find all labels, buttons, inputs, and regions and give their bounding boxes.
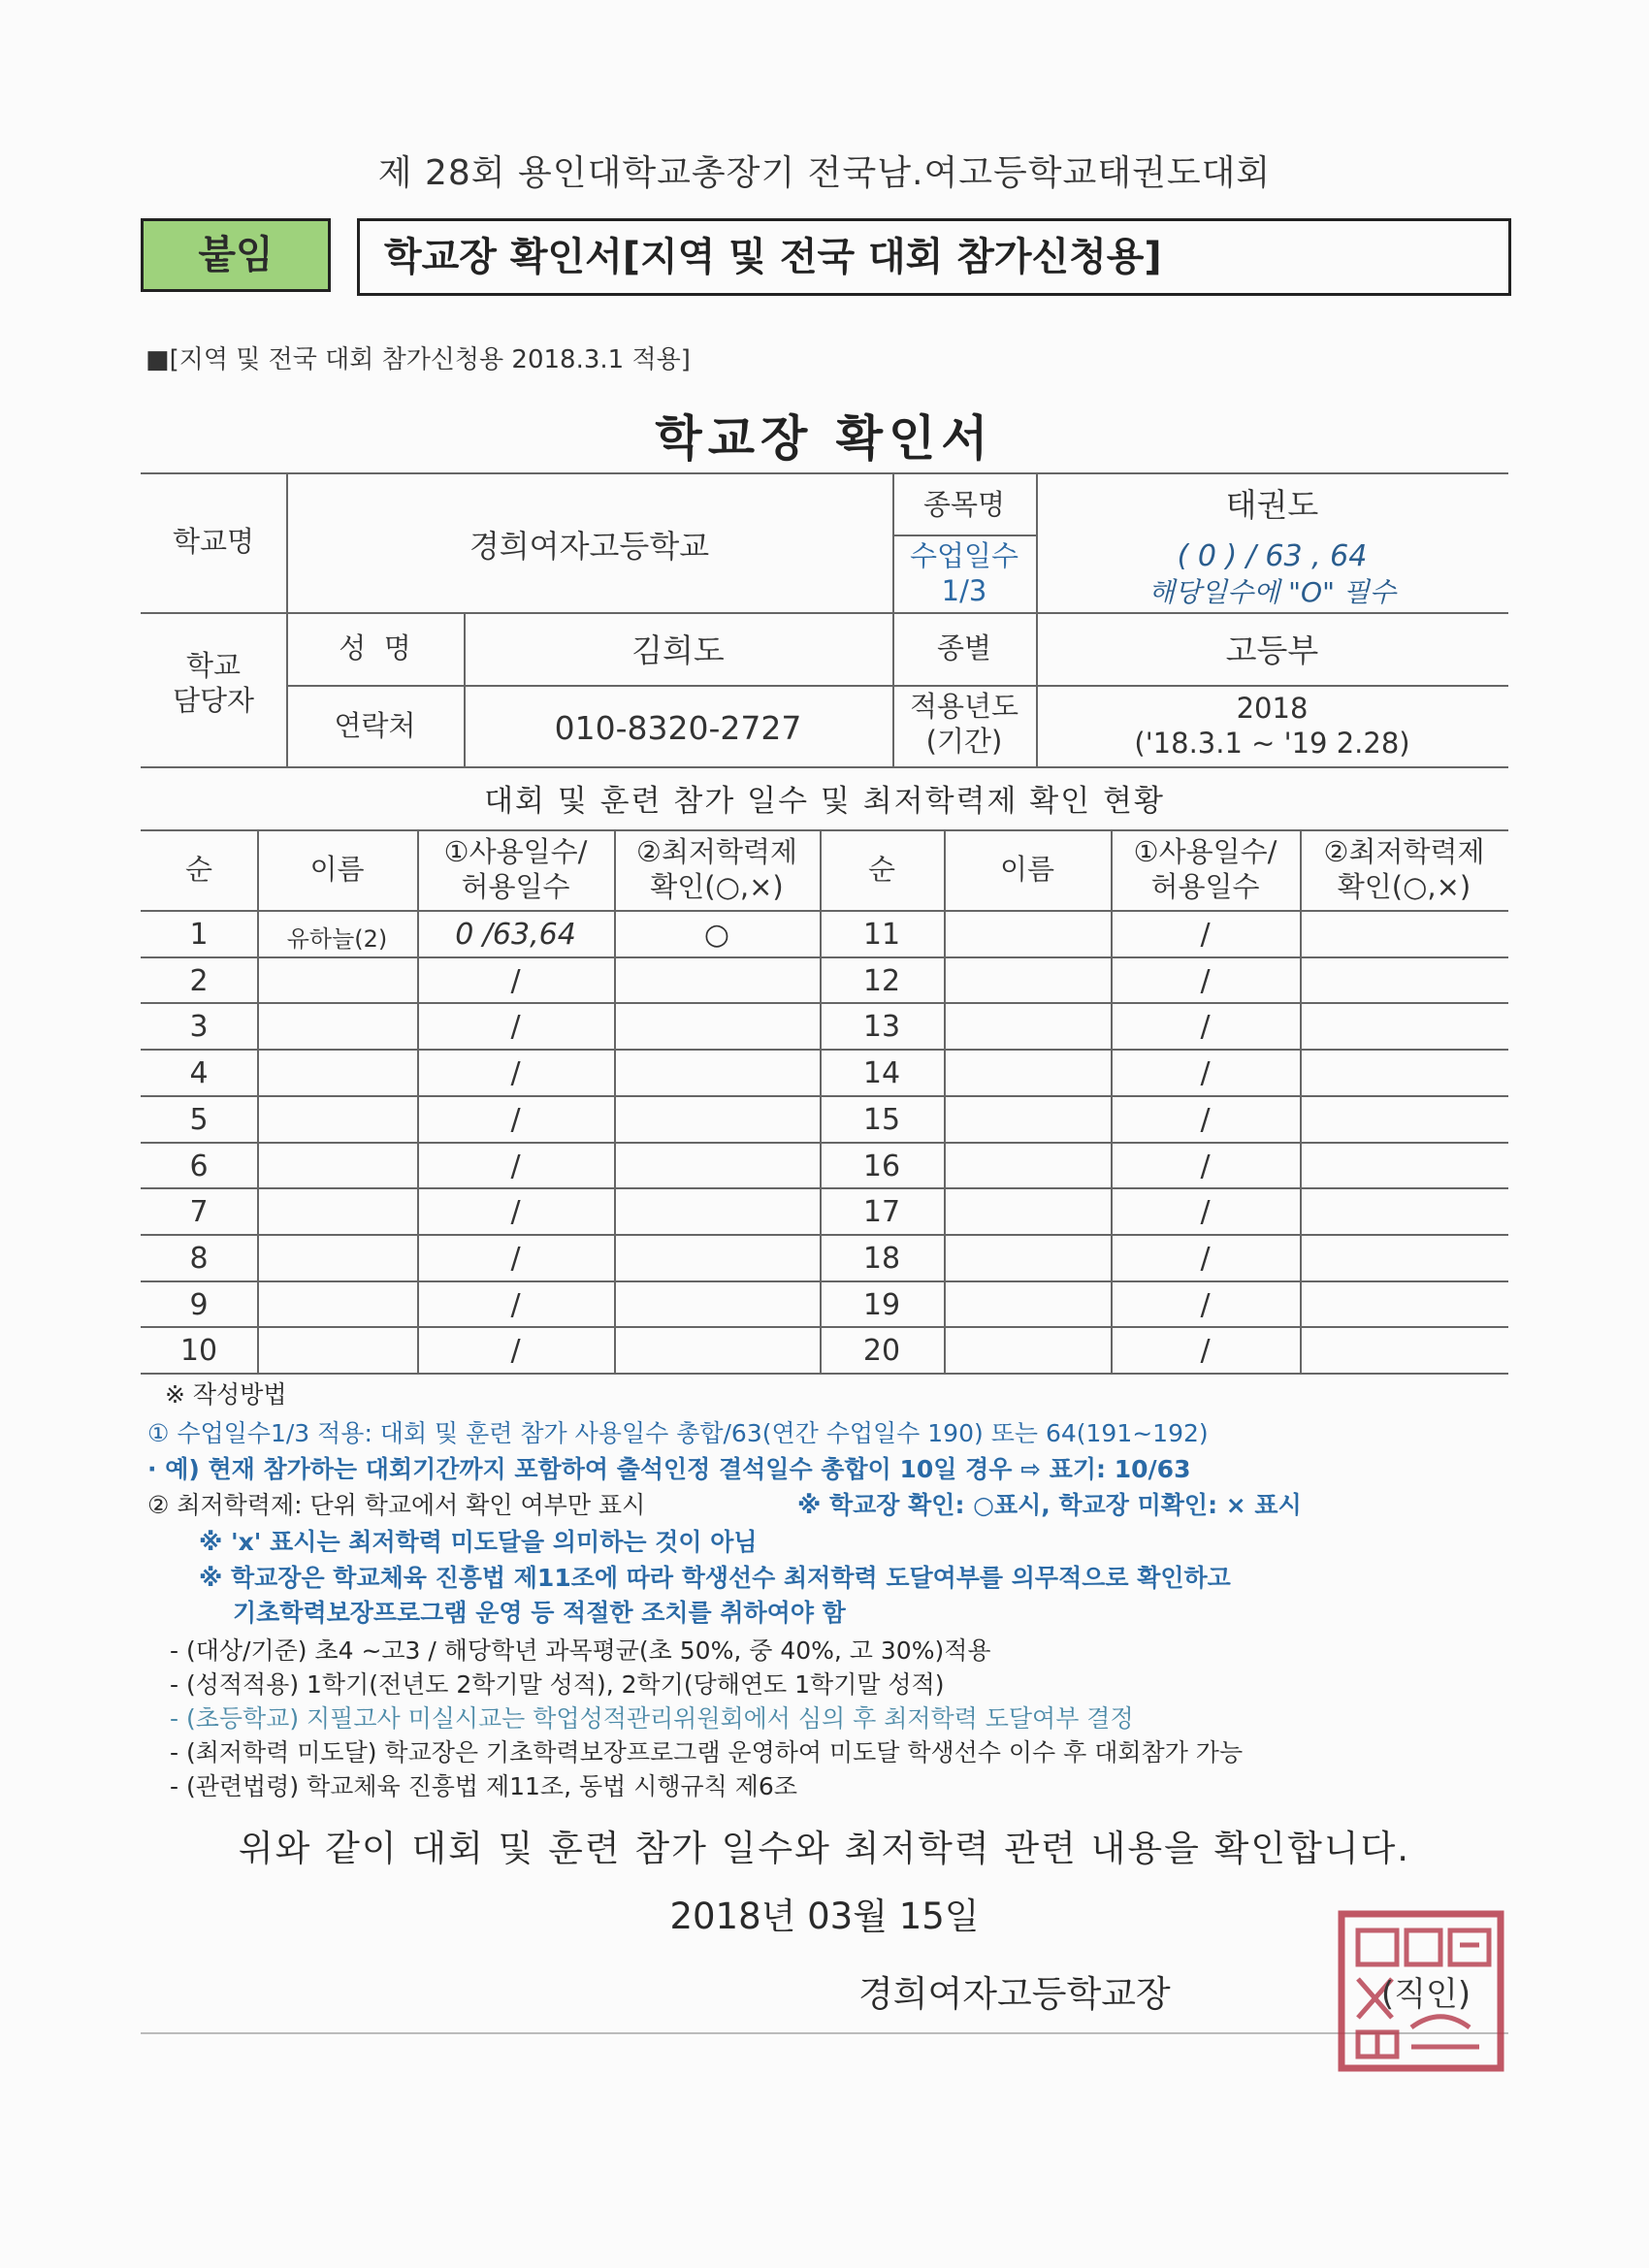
official-seal-stamp [1334, 1906, 1508, 2076]
class-days-label-line1: 수업일수 [909, 539, 1019, 572]
row-number: 8 [189, 1241, 209, 1276]
contact-label: 연락처 [334, 709, 416, 742]
instructions-heading: ※ 작성방법 [165, 1380, 287, 1409]
row-days: / [510, 1056, 521, 1091]
row-grade: ○ [703, 918, 730, 952]
row-number: 19 [862, 1287, 901, 1322]
year-label-line2: (기간) [925, 725, 1003, 759]
instruction-line-10: - (최저학력 미도달) 학교장은 기초학력보장프로그램 운영하여 미도달 학생선수 이수 후 대회참가 가능 [170, 1738, 1244, 1766]
col-header-name-left: 이름 [309, 853, 365, 886]
instruction-line-11: - (관련법령) 학교체육 진흥법 제11조, 동법 시행규칙 제6조 [170, 1772, 797, 1800]
row-number: 14 [862, 1056, 901, 1091]
instruction-line-3a: ② 최저학력제: 단위 학교에서 확인 여부만 표시 [147, 1491, 646, 1519]
class-days-value: ( 0 ) / 63 , 64 [1177, 539, 1368, 573]
table-row-line [141, 1187, 1508, 1189]
row-number: 3 [189, 1010, 209, 1045]
instruction-line-1: ① 수업일수1/3 적용: 대회 및 훈련 참가 사용일수 총합/63(연간 수업일수 190) 또는 64(191~192) [147, 1419, 1209, 1447]
manager-label [141, 648, 286, 719]
row-days: / [510, 963, 521, 998]
table-row-line [141, 1373, 1508, 1375]
col-header-grade-line1: ②최저학력제 [635, 835, 798, 868]
row-number: 15 [862, 1102, 901, 1137]
row-days: / [1200, 1241, 1211, 1276]
col-header-grade-line1: ②최저학력제 [1323, 835, 1485, 868]
sport-value: 태권도 [1225, 486, 1319, 524]
footer-divider [141, 2032, 1508, 2034]
document-title: 학교장 확인서 [655, 410, 994, 467]
row-number: 9 [189, 1287, 209, 1322]
school-name-value: 경희여자고등학교 [469, 528, 710, 565]
year-label-line1: 적용년도 [909, 690, 1019, 723]
col-header-grade-left [614, 834, 820, 905]
table-row-line [141, 1095, 1508, 1097]
year-value [1036, 691, 1508, 761]
sport-label: 종목명 [922, 488, 1006, 521]
school-name-label: 학교명 [172, 525, 255, 558]
row-days: / [510, 1102, 521, 1137]
col-header-days-line2: 허용일수 [461, 870, 570, 904]
row-days: / [1200, 1149, 1211, 1183]
row-number: 20 [862, 1334, 901, 1369]
row-number: 17 [862, 1195, 901, 1230]
name-value: 김희도 [631, 632, 725, 669]
row-number: 11 [862, 918, 901, 952]
col-header-no-left: 순 [184, 853, 212, 886]
col-header-days-line2: 허용일수 [1150, 870, 1260, 904]
instruction-line-5: ※ 학교장은 학교체육 진흥법 제11조에 따라 학생선수 최저학력 도달여부를 의무적으로 확인하고 [199, 1564, 1231, 1592]
row-days: / [1200, 1056, 1211, 1091]
manager-label-line1: 학교 [185, 649, 242, 682]
table-row-line [141, 1002, 1508, 1004]
row-number: 5 [189, 1102, 209, 1137]
col-header-no-right: 순 [867, 853, 895, 886]
class-days-label [892, 538, 1036, 609]
row-number: 4 [189, 1056, 209, 1091]
row-days: / [1200, 1287, 1211, 1322]
row-days: / [1200, 1010, 1211, 1045]
row-number: 2 [189, 963, 209, 998]
row-days: / [510, 1149, 521, 1183]
row-number: 13 [862, 1010, 901, 1045]
col-header-days-line1: ①사용일수/ [1133, 835, 1277, 868]
instruction-line-2: · 예) 현재 참가하는 대회기간까지 포함하여 출석인정 결석일수 총합이 10일 경우 ⇨ 표기: 10/63 [147, 1455, 1191, 1483]
row-days: / [1200, 918, 1211, 952]
row-number: 16 [862, 1149, 901, 1183]
row-name: 유하늘(2) [286, 925, 388, 953]
row-number: 18 [862, 1241, 901, 1276]
row-number: 1 [189, 918, 209, 952]
event-title: 제 28회 용인대학교총장기 전국남.여고등학교태권도대회 [377, 153, 1272, 193]
instruction-line-3b: ※ 학교장 확인: ○표시, 학교장 미확인: × 표시 [797, 1491, 1302, 1519]
col-header-days-left [417, 834, 614, 905]
row-days: 0 /63,64 [455, 918, 576, 952]
instruction-line-7: - (대상/기준) 초4 ~고3 / 해당학년 과목평균(초 50%, 중 40%, 고 30%)적용 [170, 1636, 991, 1665]
row-days: / [1200, 1195, 1211, 1230]
col-header-grade-right [1300, 834, 1508, 905]
attachment-label: 붙임 [141, 218, 331, 292]
col-header-name-right: 이름 [999, 853, 1055, 886]
principal-name: 경희여자고등학교장 [858, 1973, 1171, 2015]
row-days: / [1200, 1102, 1211, 1137]
instruction-line-6: 기초학력보장프로그램 운영 등 적절한 조치를 취하여야 함 [233, 1599, 846, 1627]
table-row-line [141, 1142, 1508, 1144]
category-value: 고등부 [1225, 632, 1319, 669]
row-days: / [510, 1010, 521, 1045]
name-label: 성 명 [339, 632, 411, 664]
table-row-line [141, 1234, 1508, 1236]
status-table-title: 대회 및 훈련 참가 일수 및 최저학력제 확인 현황 [484, 784, 1165, 819]
class-days-label-line2: 1/3 [941, 574, 987, 608]
instruction-line-4: ※ 'x' 표시는 최저학력 미도달을 의미하는 것이 아님 [199, 1528, 758, 1556]
category-label: 종별 [936, 632, 992, 664]
row-days: / [510, 1334, 521, 1369]
col-header-days-right [1111, 834, 1300, 905]
applicability-note: ■[지역 및 전국 대회 참가신청용 2018.3.1 적용] [146, 345, 691, 374]
col-header-grade-line2: 확인(○,×) [1337, 870, 1471, 904]
row-number: 12 [862, 963, 901, 998]
row-days: / [510, 1195, 521, 1230]
row-days: / [510, 1241, 521, 1276]
table-row-line [141, 1280, 1508, 1282]
year-value-line2: ('18.3.1 ~ '19 2.28) [1134, 727, 1410, 761]
row-number: 6 [189, 1149, 209, 1183]
col-header-grade-line2: 확인(○,×) [650, 870, 784, 904]
issue-date: 2018년 03월 15일 [669, 1895, 980, 1937]
year-label [892, 689, 1036, 760]
col-header-days-line1: ①사용일수/ [443, 835, 588, 868]
year-value-line1: 2018 [1236, 692, 1309, 725]
table-row-line [141, 956, 1508, 958]
row-days: / [510, 1287, 521, 1322]
confirmation-statement: 위와 같이 대회 및 훈련 참가 일수와 최저학력 관련 내용을 확인합니다. [238, 1828, 1411, 1869]
row-days: / [1200, 963, 1211, 998]
row-number: 10 [179, 1334, 218, 1369]
instruction-line-9: - (초등학교) 지필고사 미실시교는 학업성적관리위원회에서 심의 후 최저학력 도달여부 결정 [170, 1704, 1134, 1733]
table-row-line [141, 1326, 1508, 1328]
row-number: 7 [189, 1195, 209, 1230]
instruction-line-8: - (성적적용) 1학기(전년도 2학기말 성적), 2학기(당해연도 1학기말 성적) [170, 1670, 945, 1699]
table-row-line [141, 1049, 1508, 1051]
row-days: / [1200, 1334, 1211, 1369]
seal-mark-text: (직인) [1380, 1975, 1471, 2014]
manager-label-line2: 담당자 [172, 684, 255, 718]
contact-value: 010-8320-2727 [554, 709, 802, 747]
class-days-note: 해당일수에 "O" 필수 [1148, 576, 1396, 608]
form-name-box: 학교장 확인서[지역 및 전국 대회 참가신청용] [357, 218, 1511, 296]
